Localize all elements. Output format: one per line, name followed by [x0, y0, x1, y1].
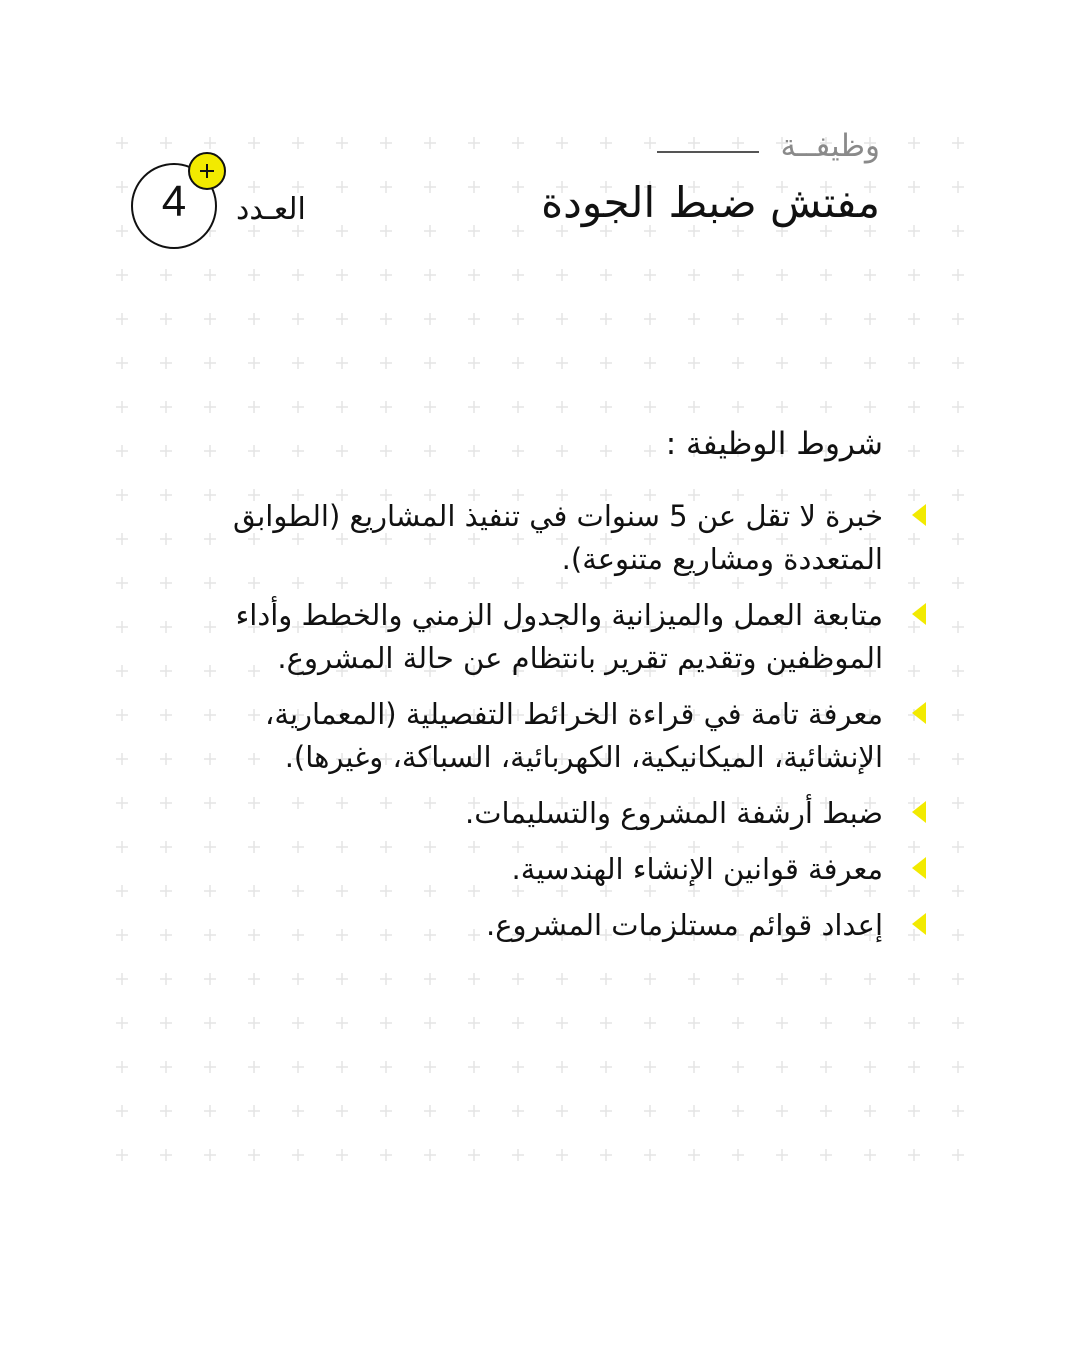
- grid-cross: [468, 1105, 480, 1117]
- grid-cross: [600, 445, 612, 457]
- grid-cross: [424, 313, 436, 325]
- grid-cross: [116, 1149, 128, 1161]
- grid-cross: [380, 357, 392, 369]
- grid-cross: [908, 225, 920, 237]
- grid-cross: [160, 137, 172, 149]
- grid-cross: [204, 1061, 216, 1073]
- grid-cross: [248, 269, 260, 281]
- grid-cross: [864, 1061, 876, 1073]
- requirement-item: [148, 848, 928, 891]
- grid-cross: [952, 445, 964, 457]
- grid-cross: [116, 533, 128, 545]
- grid-cross: [644, 973, 656, 985]
- grid-cross: [468, 313, 480, 325]
- grid-cross: [204, 401, 216, 413]
- grid-cross: [556, 973, 568, 985]
- grid-cross: [336, 973, 348, 985]
- grid-cross: [380, 973, 392, 985]
- grid-cross: [952, 181, 964, 193]
- grid-cross: [644, 1105, 656, 1117]
- grid-cross: [204, 445, 216, 457]
- triangle-left-icon: [912, 848, 928, 888]
- grid-cross: [952, 401, 964, 413]
- requirement-item: [148, 495, 928, 581]
- grid-cross: [864, 357, 876, 369]
- grid-cross: [512, 137, 524, 149]
- grid-cross: [116, 445, 128, 457]
- grid-cross: [908, 313, 920, 325]
- grid-cross: [644, 357, 656, 369]
- grid-cross: [248, 1149, 260, 1161]
- triangle-left-icon: [912, 904, 928, 944]
- grid-cross: [380, 137, 392, 149]
- requirement-text: إعداد قوائم مستلزمات المشروع.: [486, 908, 883, 942]
- triangle-left-icon: [912, 693, 928, 733]
- grid-cross: [952, 973, 964, 985]
- grid-cross: [468, 269, 480, 281]
- grid-cross: [644, 445, 656, 457]
- triangle-left-icon: [912, 495, 928, 535]
- grid-cross: [512, 357, 524, 369]
- grid-cross: [204, 313, 216, 325]
- grid-cross: [688, 1061, 700, 1073]
- grid-cross: [688, 1017, 700, 1029]
- grid-cross: [292, 401, 304, 413]
- grid-cross: [248, 1105, 260, 1117]
- grid-cross: [556, 1017, 568, 1029]
- grid-cross: [688, 313, 700, 325]
- grid-cross: [952, 665, 964, 677]
- grid-cross: [116, 269, 128, 281]
- grid-cross: [424, 225, 436, 237]
- requirement-item: [148, 904, 928, 947]
- grid-cross: [468, 225, 480, 237]
- grid-cross: [512, 313, 524, 325]
- grid-cross: [864, 401, 876, 413]
- grid-cross: [512, 445, 524, 457]
- grid-cross: [776, 401, 788, 413]
- grid-cross: [424, 269, 436, 281]
- grid-cross: [776, 1149, 788, 1161]
- grid-cross: [600, 357, 612, 369]
- grid-cross: [160, 357, 172, 369]
- grid-cross: [116, 357, 128, 369]
- triangle-left-icon: [912, 594, 928, 634]
- grid-cross: [424, 137, 436, 149]
- grid-cross: [600, 1061, 612, 1073]
- requirement-item: [148, 594, 928, 680]
- grid-cross: [908, 1017, 920, 1029]
- grid-cross: [688, 357, 700, 369]
- grid-cross: [160, 401, 172, 413]
- grid-cross: [908, 137, 920, 149]
- grid-cross: [336, 1105, 348, 1117]
- grid-cross: [556, 445, 568, 457]
- grid-cross: [644, 137, 656, 149]
- grid-cross: [732, 1105, 744, 1117]
- requirement-text: معرفة تامة في قراءة الخرائط التفصيلية (المعمارية، الإنشائية، الميكانيكية، الكهربائية، السباكة، وغيرها).: [265, 697, 883, 774]
- grid-cross: [116, 973, 128, 985]
- grid-cross: [512, 973, 524, 985]
- grid-cross: [952, 269, 964, 281]
- grid-cross: [468, 1061, 480, 1073]
- grid-cross: [776, 269, 788, 281]
- grid-cross: [732, 1061, 744, 1073]
- grid-cross: [820, 357, 832, 369]
- grid-cross: [512, 1149, 524, 1161]
- grid-cross: [292, 137, 304, 149]
- grid-cross: [512, 401, 524, 413]
- grid-cross: [952, 929, 964, 941]
- kicker-divider: [657, 151, 759, 153]
- grid-cross: [424, 357, 436, 369]
- grid-cross: [952, 621, 964, 633]
- grid-cross: [776, 973, 788, 985]
- grid-cross: [336, 1017, 348, 1029]
- triangle-left-icon: [912, 792, 928, 832]
- grid-cross: [952, 841, 964, 853]
- grid-cross: [160, 1105, 172, 1117]
- grid-cross: [424, 1149, 436, 1161]
- grid-cross: [952, 489, 964, 501]
- grid-cross: [468, 973, 480, 985]
- grid-cross: [336, 137, 348, 149]
- grid-cross: [160, 973, 172, 985]
- grid-cross: [644, 269, 656, 281]
- grid-cross: [468, 357, 480, 369]
- grid-cross: [160, 269, 172, 281]
- grid-cross: [248, 313, 260, 325]
- grid-cross: [380, 269, 392, 281]
- requirement-item: [148, 792, 928, 835]
- grid-cross: [952, 1105, 964, 1117]
- issue-label: العـدد: [236, 192, 306, 227]
- grid-cross: [468, 1017, 480, 1029]
- grid-cross: [204, 1017, 216, 1029]
- grid-cross: [820, 1149, 832, 1161]
- grid-cross: [116, 885, 128, 897]
- grid-cross: [468, 137, 480, 149]
- grid-cross: [204, 357, 216, 369]
- grid-cross: [644, 1017, 656, 1029]
- grid-cross: [820, 269, 832, 281]
- grid-cross: [204, 269, 216, 281]
- grid-cross: [512, 269, 524, 281]
- grid-cross: [644, 1061, 656, 1073]
- grid-cross: [116, 181, 128, 193]
- grid-cross: [116, 797, 128, 809]
- grid-cross: [336, 313, 348, 325]
- grid-cross: [116, 1061, 128, 1073]
- grid-cross: [952, 1149, 964, 1161]
- grid-cross: [116, 1017, 128, 1029]
- grid-cross: [336, 357, 348, 369]
- grid-cross: [292, 973, 304, 985]
- grid-cross: [116, 401, 128, 413]
- grid-cross: [600, 401, 612, 413]
- grid-cross: [732, 313, 744, 325]
- grid-cross: [116, 709, 128, 721]
- grid-cross: [688, 1149, 700, 1161]
- grid-cross: [732, 357, 744, 369]
- grid-cross: [292, 1149, 304, 1161]
- grid-cross: [952, 709, 964, 721]
- plus-icon: [188, 152, 226, 190]
- grid-cross: [292, 445, 304, 457]
- grid-cross: [512, 1061, 524, 1073]
- grid-cross: [864, 973, 876, 985]
- grid-cross: [908, 445, 920, 457]
- grid-cross: [952, 577, 964, 589]
- grid-cross: [952, 797, 964, 809]
- grid-cross: [336, 1149, 348, 1161]
- grid-cross: [116, 621, 128, 633]
- grid-cross: [292, 269, 304, 281]
- grid-cross: [380, 401, 392, 413]
- grid-cross: [952, 225, 964, 237]
- grid-cross: [248, 1017, 260, 1029]
- grid-cross: [600, 313, 612, 325]
- grid-cross: [864, 1105, 876, 1117]
- grid-cross: [776, 1105, 788, 1117]
- grid-cross: [820, 1017, 832, 1029]
- grid-cross: [556, 137, 568, 149]
- grid-cross: [556, 357, 568, 369]
- grid-cross: [424, 1061, 436, 1073]
- grid-cross: [424, 401, 436, 413]
- grid-cross: [820, 401, 832, 413]
- grid-cross: [424, 181, 436, 193]
- grid-cross: [864, 269, 876, 281]
- grid-cross: [732, 1017, 744, 1029]
- grid-cross: [952, 313, 964, 325]
- grid-cross: [512, 1017, 524, 1029]
- grid-cross: [864, 1149, 876, 1161]
- job-title: مفتش ضبط الجودة: [541, 178, 880, 227]
- grid-cross: [688, 401, 700, 413]
- grid-cross: [292, 357, 304, 369]
- grid-cross: [424, 973, 436, 985]
- grid-cross: [952, 885, 964, 897]
- grid-cross: [688, 973, 700, 985]
- grid-cross: [600, 1149, 612, 1161]
- grid-cross: [116, 137, 128, 149]
- grid-cross: [556, 1061, 568, 1073]
- grid-cross: [116, 753, 128, 765]
- grid-cross: [248, 137, 260, 149]
- grid-cross: [292, 1017, 304, 1029]
- grid-cross: [204, 973, 216, 985]
- grid-cross: [336, 445, 348, 457]
- grid-cross: [160, 445, 172, 457]
- grid-cross: [160, 1017, 172, 1029]
- grid-cross: [160, 313, 172, 325]
- grid-cross: [380, 1149, 392, 1161]
- requirements-list: [148, 495, 928, 960]
- grid-cross: [116, 929, 128, 941]
- grid-cross: [908, 357, 920, 369]
- grid-cross: [952, 357, 964, 369]
- grid-cross: [424, 1017, 436, 1029]
- requirement-item: [148, 693, 928, 779]
- grid-cross: [864, 1017, 876, 1029]
- grid-cross: [600, 1105, 612, 1117]
- requirement-text: متابعة العمل والميزانية والجدول الزمني والخطط وأداء الموظفين وتقديم تقرير بانتظام عن حالة المشروع.: [235, 598, 883, 675]
- grid-cross: [160, 1061, 172, 1073]
- grid-cross: [512, 181, 524, 193]
- requirements-heading: شروط الوظيفة :: [665, 426, 883, 462]
- grid-cross: [248, 973, 260, 985]
- grid-cross: [380, 445, 392, 457]
- grid-cross: [116, 665, 128, 677]
- grid-cross: [116, 225, 128, 237]
- requirement-text: معرفة قوانين الإنشاء الهندسية.: [511, 852, 883, 886]
- grid-cross: [644, 313, 656, 325]
- grid-cross: [160, 1149, 172, 1161]
- grid-cross: [908, 269, 920, 281]
- grid-cross: [336, 181, 348, 193]
- grid-cross: [380, 225, 392, 237]
- grid-cross: [292, 1105, 304, 1117]
- grid-cross: [776, 357, 788, 369]
- grid-cross: [952, 533, 964, 545]
- grid-cross: [512, 1105, 524, 1117]
- grid-cross: [468, 181, 480, 193]
- grid-cross: [380, 1061, 392, 1073]
- requirement-text: خبرة لا تقل عن 5 سنوات في تنفيذ المشاريع (الطوابق المتعددة ومشاريع متنوعة).: [233, 499, 883, 576]
- grid-cross: [556, 401, 568, 413]
- grid-cross: [820, 1105, 832, 1117]
- grid-cross: [292, 313, 304, 325]
- grid-cross: [908, 401, 920, 413]
- grid-cross: [952, 1017, 964, 1029]
- issue-number: 4: [161, 177, 187, 226]
- grid-cross: [952, 137, 964, 149]
- grid-cross: [908, 1105, 920, 1117]
- grid-cross: [600, 269, 612, 281]
- grid-cross: [468, 401, 480, 413]
- grid-cross: [908, 1149, 920, 1161]
- grid-cross: [820, 313, 832, 325]
- grid-cross: [952, 753, 964, 765]
- grid-cross: [116, 841, 128, 853]
- grid-cross: [732, 1149, 744, 1161]
- grid-cross: [380, 1017, 392, 1029]
- grid-cross: [116, 577, 128, 589]
- grid-cross: [380, 313, 392, 325]
- requirement-text: ضبط أرشفة المشروع والتسليمات.: [465, 796, 883, 830]
- grid-cross: [424, 445, 436, 457]
- grid-cross: [820, 973, 832, 985]
- grid-cross: [556, 313, 568, 325]
- grid-cross: [776, 313, 788, 325]
- grid-cross: [644, 401, 656, 413]
- grid-cross: [556, 1105, 568, 1117]
- grid-cross: [556, 1149, 568, 1161]
- grid-cross: [820, 1061, 832, 1073]
- grid-cross: [116, 489, 128, 501]
- grid-cross: [424, 1105, 436, 1117]
- plus-glyph: [197, 161, 217, 181]
- grid-cross: [116, 1105, 128, 1117]
- grid-cross: [600, 137, 612, 149]
- grid-cross: [336, 225, 348, 237]
- grid-cross: [688, 269, 700, 281]
- grid-cross: [776, 1061, 788, 1073]
- grid-cross: [248, 401, 260, 413]
- grid-cross: [248, 357, 260, 369]
- grid-cross: [644, 1149, 656, 1161]
- kicker-row: [657, 128, 880, 165]
- grid-cross: [600, 1017, 612, 1029]
- grid-cross: [116, 313, 128, 325]
- grid-cross: [380, 181, 392, 193]
- grid-cross: [248, 445, 260, 457]
- grid-cross: [556, 269, 568, 281]
- grid-cross: [512, 225, 524, 237]
- grid-cross: [468, 445, 480, 457]
- grid-cross: [204, 1149, 216, 1161]
- grid-cross: [952, 1061, 964, 1073]
- grid-cross: [248, 1061, 260, 1073]
- grid-cross: [908, 1061, 920, 1073]
- grid-cross: [776, 1017, 788, 1029]
- grid-cross: [864, 313, 876, 325]
- grid-cross: [336, 269, 348, 281]
- grid-cross: [732, 269, 744, 281]
- grid-cross: [380, 1105, 392, 1117]
- grid-cross: [292, 1061, 304, 1073]
- grid-cross: [468, 1149, 480, 1161]
- grid-cross: [336, 1061, 348, 1073]
- grid-cross: [908, 181, 920, 193]
- grid-cross: [688, 1105, 700, 1117]
- grid-cross: [600, 973, 612, 985]
- grid-cross: [336, 401, 348, 413]
- grid-cross: [908, 973, 920, 985]
- grid-cross: [732, 973, 744, 985]
- grid-cross: [204, 137, 216, 149]
- grid-cross: [732, 401, 744, 413]
- grid-cross: [204, 1105, 216, 1117]
- kicker-label: وظيفــة: [780, 128, 880, 164]
